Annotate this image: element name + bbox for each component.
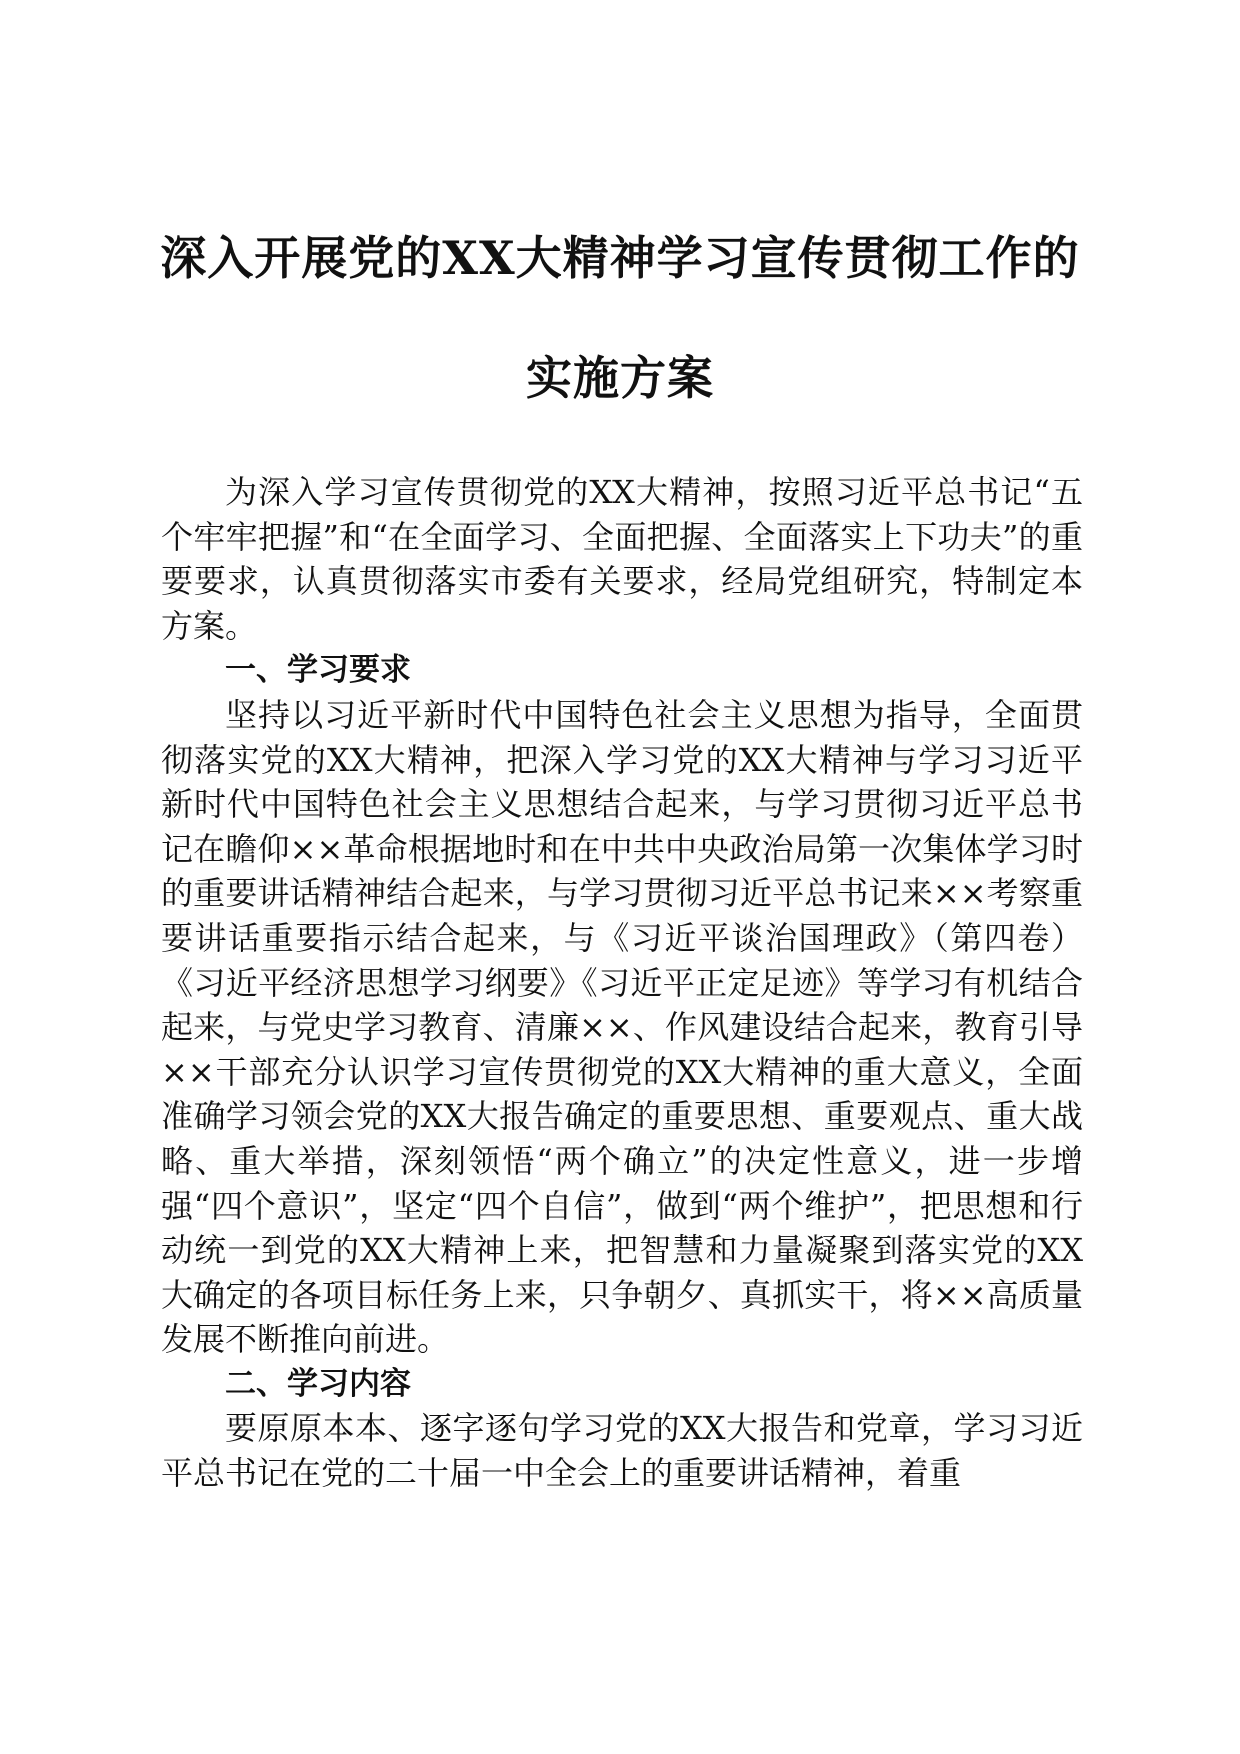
- section-1-paragraph: 坚持以习近平新时代中国特色社会主义思想为指导，全面贯彻落实党的XX大精神，把深入学习党的XX大精神与学习习近平新时代中国特色社会主义思想结合起来，与学习贯彻习近平总书记在瞻仰××革命根据地时和在中共中央政治局第一次集体学习时的重要讲话精神结合起来，与学习贯彻习近平总书记来××考察重要讲话重要指示结合起来，与《习近平谈治国理政》（第四卷）《习近平经济思想学习纲要》《习近平正定足迹》等学习有机结合起来，与党史学习教育、清廉××、作风建设结合起来，教育引导××干部充分认识学习宣传贯彻党的XX大精神的重大意义，全面准确学习领会党的XX大报告确定的重要思想、重要观点、重大战略、重大举措，深刻领悟“两个确立”的决定性意义，进一步增强“四个意识”，坚定“四个自信”，做到“两个维护”，把思想和行动统一到党的XX大精神上来，把智慧和力量凝聚到落实党的XX大确定的各项目标任务上来，只争朝夕、真抓实干，将××高质量发展不断推向前进。: [161, 695, 1083, 1359]
- section-1-heading: 一、学习要求: [225, 652, 411, 689]
- document-title-line-1: 深入开展党的XX大精神学习宣传贯彻工作的: [160, 231, 1080, 285]
- document-title-line-2: 实施方案: [526, 351, 714, 405]
- section-2-paragraph: 要原原本本、逐字逐句学习党的XX大报告和党章，学习习近平总书记在党的二十届一中全会上的重要讲话精神，着重: [161, 1409, 1083, 1493]
- intro-paragraph: 为深入学习宣传贯彻党的XX大精神，按照习近平总书记“五个牢牢把握”和“在全面学习、全面把握、全面落实上下功夫”的重要要求，认真贯彻落实市委有关要求，经局党组研究，特制定本方案。: [161, 473, 1083, 645]
- document-body: [161, 470, 1083, 1496]
- section-2-heading: 二、学习内容: [225, 1365, 411, 1402]
